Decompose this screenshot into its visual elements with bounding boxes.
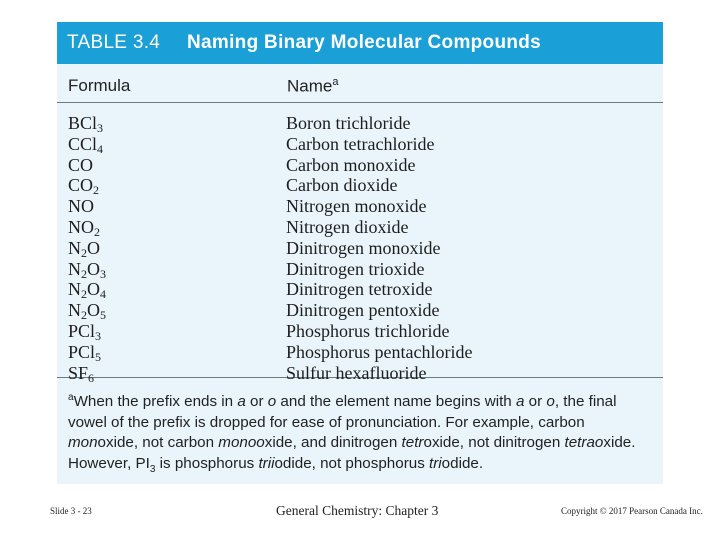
table-row — [57, 342, 663, 363]
copyright-notice: Copyright © 2017 Pearson Canada Inc. — [561, 506, 703, 516]
footnote-marker: a — [68, 392, 74, 403]
slide-number: Slide 3 - 23 — [50, 506, 92, 516]
formula-cell: $SF_6$ — [68, 362, 95, 385]
table-card — [57, 22, 663, 484]
formula-cell: CCl$_4$ — [68, 133, 104, 156]
footnote — [57, 378, 663, 480]
column-header-name — [287, 76, 338, 97]
table-row — [57, 259, 663, 280]
formula-cell: $N_2O_5$ — [68, 300, 106, 323]
table-row — [57, 363, 663, 384]
name-cell: Dinitrogen pentoxide — [286, 300, 440, 321]
table-row — [57, 238, 663, 259]
formula-cell: $N_2O$ — [68, 237, 100, 260]
course-title: General Chemistry: Chapter 3 — [276, 503, 439, 518]
table-row — [57, 113, 663, 134]
column-header-formula: Formula — [68, 76, 131, 95]
table-row — [57, 196, 663, 217]
table-row — [57, 217, 663, 238]
table-title: Naming Binary Molecular Compounds — [187, 32, 542, 53]
formula-cell: PCl$_3$ — [68, 320, 102, 343]
name-cell: Dinitrogen tetroxide — [286, 279, 433, 300]
name-cell: Nitrogen monoxide — [286, 196, 427, 217]
table-row — [57, 321, 663, 342]
name-cell: Dinitrogen trioxide — [286, 258, 425, 279]
name-cell: Phosphorus pentachloride — [286, 341, 473, 362]
formula-cell: NO — [68, 196, 94, 217]
name-cell: Phosphorus trichloride — [286, 320, 450, 341]
footnote-text: When the prefix ends in a or o and the element name begins with a or o, the final vowel of the prefix is dropped for ease of pronunciation. For example, carbon monoxide, not carbon monooxide, and dinitrogen tetroxide, not dinitrogen tetraoxide. However, $PI_3$ is phosphorus triiodide, not phosphorus triodide. — [68, 393, 636, 475]
formula-cell: CO — [68, 154, 94, 175]
name-cell: Carbon tetrachloride — [286, 133, 435, 154]
column-header-name-label: Name — [287, 76, 333, 96]
table-row — [57, 155, 663, 176]
column-header-name-superscript: a — [332, 76, 339, 88]
table-body — [57, 103, 663, 385]
name-cell: Boron trichloride — [286, 113, 411, 133]
table-row — [57, 175, 663, 196]
table-header — [57, 22, 663, 64]
formula-cell: $N_2O_3$ — [68, 258, 106, 281]
name-cell: Sulfur hexafluoride — [286, 362, 427, 383]
formula-cell: $N_2O_4$ — [68, 279, 106, 302]
name-cell: Dinitrogen monoxide — [286, 237, 441, 258]
name-cell: Carbon dioxide — [286, 175, 398, 196]
table-row — [57, 134, 663, 155]
formula-cell: $NO_2$ — [68, 216, 100, 239]
column-headers — [57, 64, 663, 103]
formula-cell: $CO_2$ — [68, 175, 100, 198]
table-row — [57, 279, 663, 300]
table-row — [57, 300, 663, 321]
name-cell: Nitrogen dioxide — [286, 216, 409, 237]
formula-cell: BCl$_3$ — [68, 113, 104, 135]
table-number: TABLE 3.4 — [67, 32, 161, 53]
formula-cell: PCl$_5$ — [68, 341, 102, 364]
name-cell: Carbon monoxide — [286, 154, 416, 175]
